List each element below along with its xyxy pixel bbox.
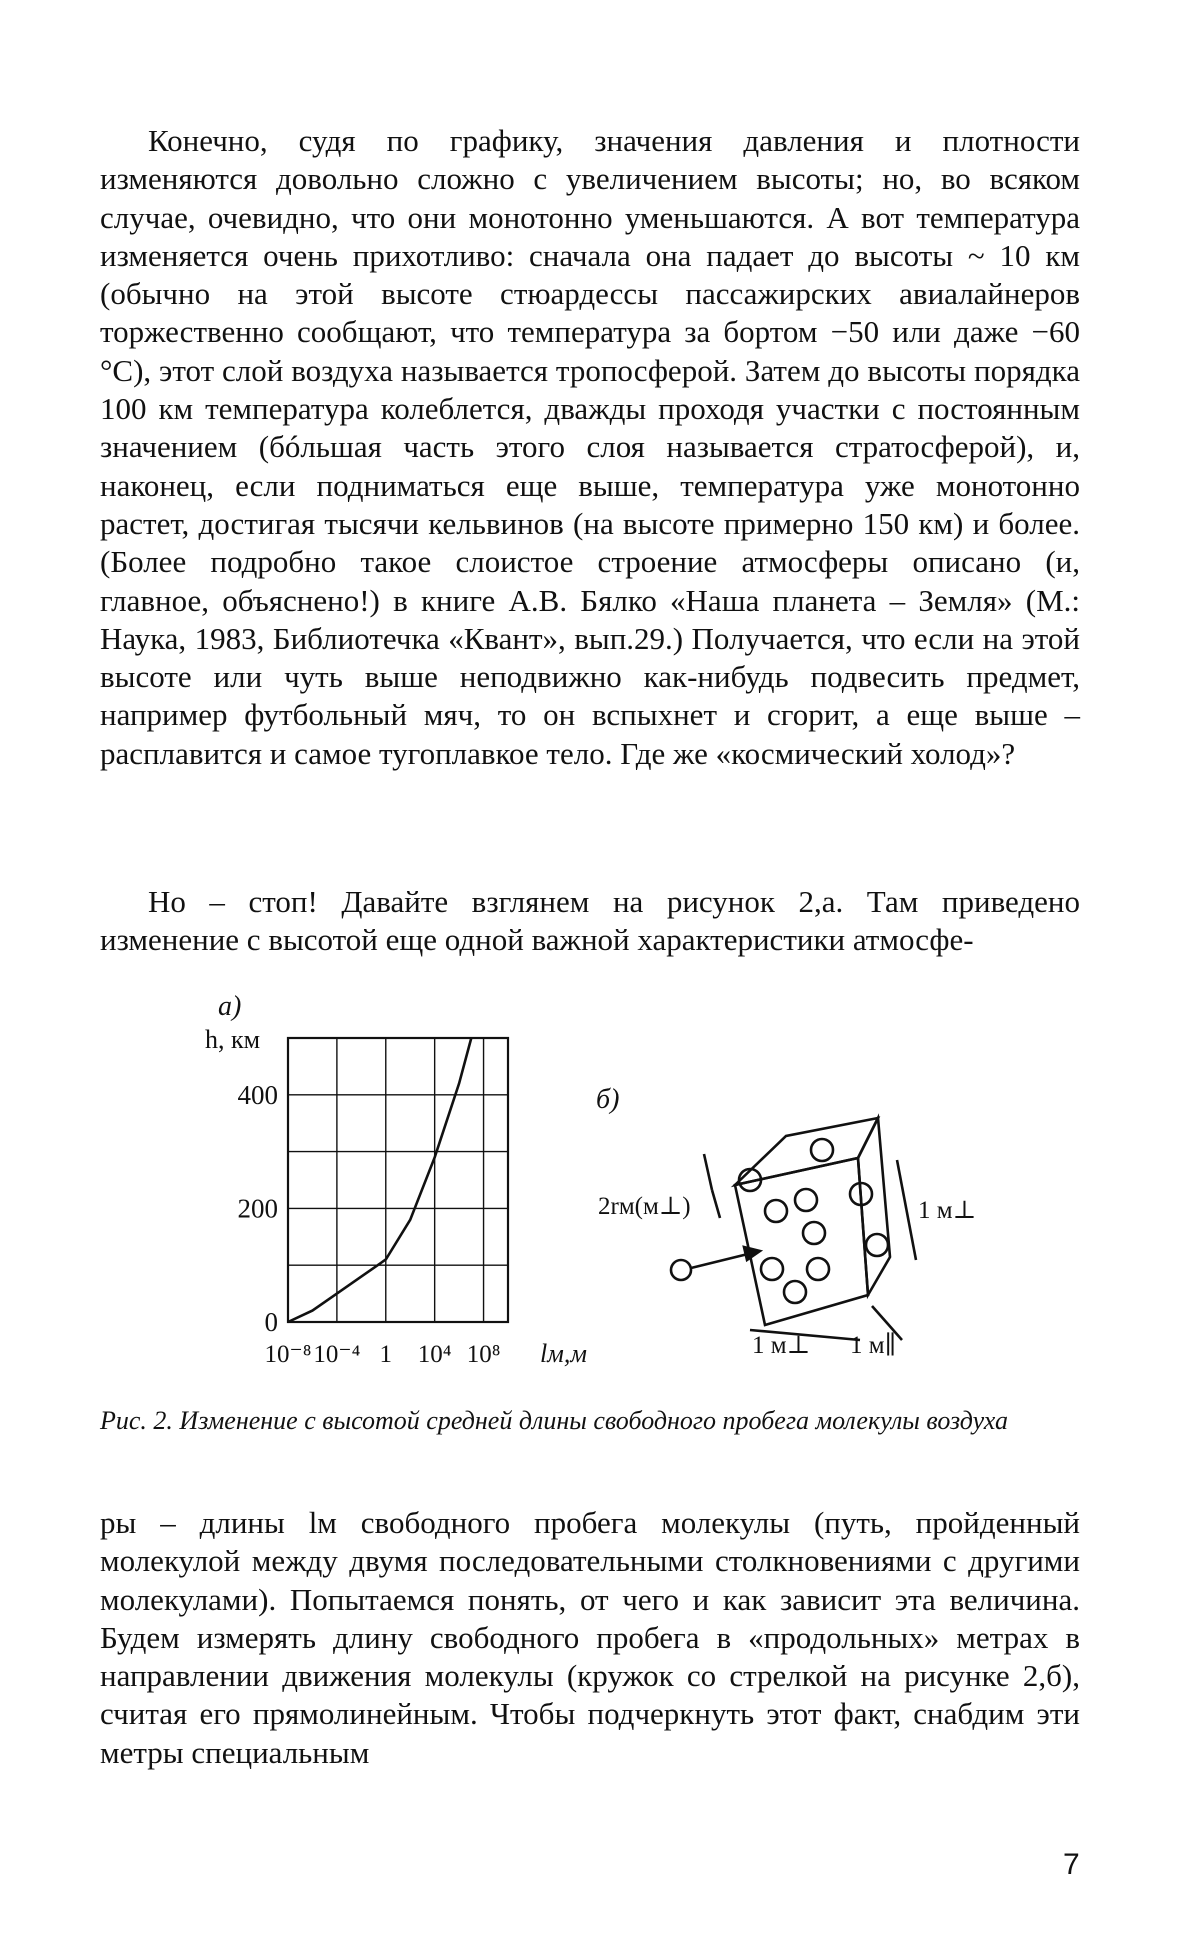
paragraph-3: ры – длины lм свободного пробега молекулы (путь, пройденный молекулой между двумя последовательными столкновениями с другими молекулами). Попытаемся понять, от чего и как зависит эта величина. Будем измерять длину свободного пробега в «продольных» метрах в направлении движения молекулы (кружок со стрелкой на рисунке 2,б), считая его прямолинейным. Чтобы подчеркнуть этот факт, снабдим эти метры специальным: [100, 1505, 1080, 1770]
x-tick-label: 10⁴: [417, 1341, 452, 1368]
y-tick-label: 200: [237, 1193, 278, 1224]
chart-frame: [288, 1038, 508, 1322]
y-tick-label: 400: [237, 1079, 278, 1110]
panel-b-label: б): [596, 1084, 620, 1115]
cube-depth-label: 1 м⊥: [752, 1332, 811, 1359]
cube-height-label: 1 м⊥: [918, 1197, 977, 1224]
paragraph-2: Но – стоп! Давайте взглянем на рисунок 2,а. Там приведено изменение с высотой еще одной важной характеристики атмосфе-: [100, 884, 1080, 958]
cube-top-face: [735, 1118, 878, 1185]
panel-a-label: а): [218, 991, 242, 1022]
altitude-chart: [238, 1038, 509, 1368]
series-line-free-path: [288, 1038, 471, 1322]
figure-caption: Рис. 2. Изменение с высотой средней длины свободного пробега молекулы воздуха: [100, 1406, 1008, 1435]
x-tick-label: 10⁸: [466, 1341, 501, 1368]
cube-width-label: 1 м∥: [850, 1332, 897, 1359]
x-axis-label: lм,м: [540, 1339, 587, 1368]
page-number: 7: [1063, 1848, 1080, 1881]
y-tick-label: 0: [264, 1307, 278, 1337]
x-tick-label: 1: [379, 1341, 393, 1368]
x-tick-label: 10⁻⁸: [264, 1341, 312, 1368]
paragraph-1: Конечно, судя по графику, значения давления и плотности изменяются довольно сложно с увеличением высоты; но, во всяком случае, очевидно, что они монотонно уменьшаются. А вот температура изменяется очень прихотливо: сначала она падает до высоты ~ 10 км (обычно на этой высоте стюардессы пассажирских авиалайнеров торжественно сообщают, что температура за бортом −50 или даже −60 °С), этот слой воздуха называется тропосферой. Затем до высоты порядка 100 км температура колеблется, дважды проходя участки с постоянным значением (бóльшая часть этого слоя называется стратосферой), и, наконец, если подниматься еще выше, температура уже монотонно растет, достигая тысячи кельвинов (на высоте примерно 150 км) и более. (Более подробно такое слоистое строение атмосферы описано (и, главное, объяснено!) в книге А.В. Бялко «Наша планета – Земля» (М.: Наука, 1983, Библиотечка «Квант», вып.29.) Получается, что если на этой высоте или чуть выше неподвижно как-нибудь подвесить предмет, например футбольный мяч, то он вспыхнет и сгорит, а еще выше – расплавится и самое тугоплавкое тело. Где же «космический холод»?: [100, 123, 1080, 771]
x-tick-label: 10⁻⁴: [313, 1341, 361, 1368]
cube-side-face: [858, 1118, 890, 1295]
cube-diagram: [671, 1118, 916, 1340]
cube-diameter-label: 2rм(м⊥): [598, 1193, 691, 1220]
y-axis-label: h, км: [205, 1025, 261, 1054]
molecule-icon: [671, 1260, 691, 1280]
cube-front-face: [735, 1158, 868, 1325]
